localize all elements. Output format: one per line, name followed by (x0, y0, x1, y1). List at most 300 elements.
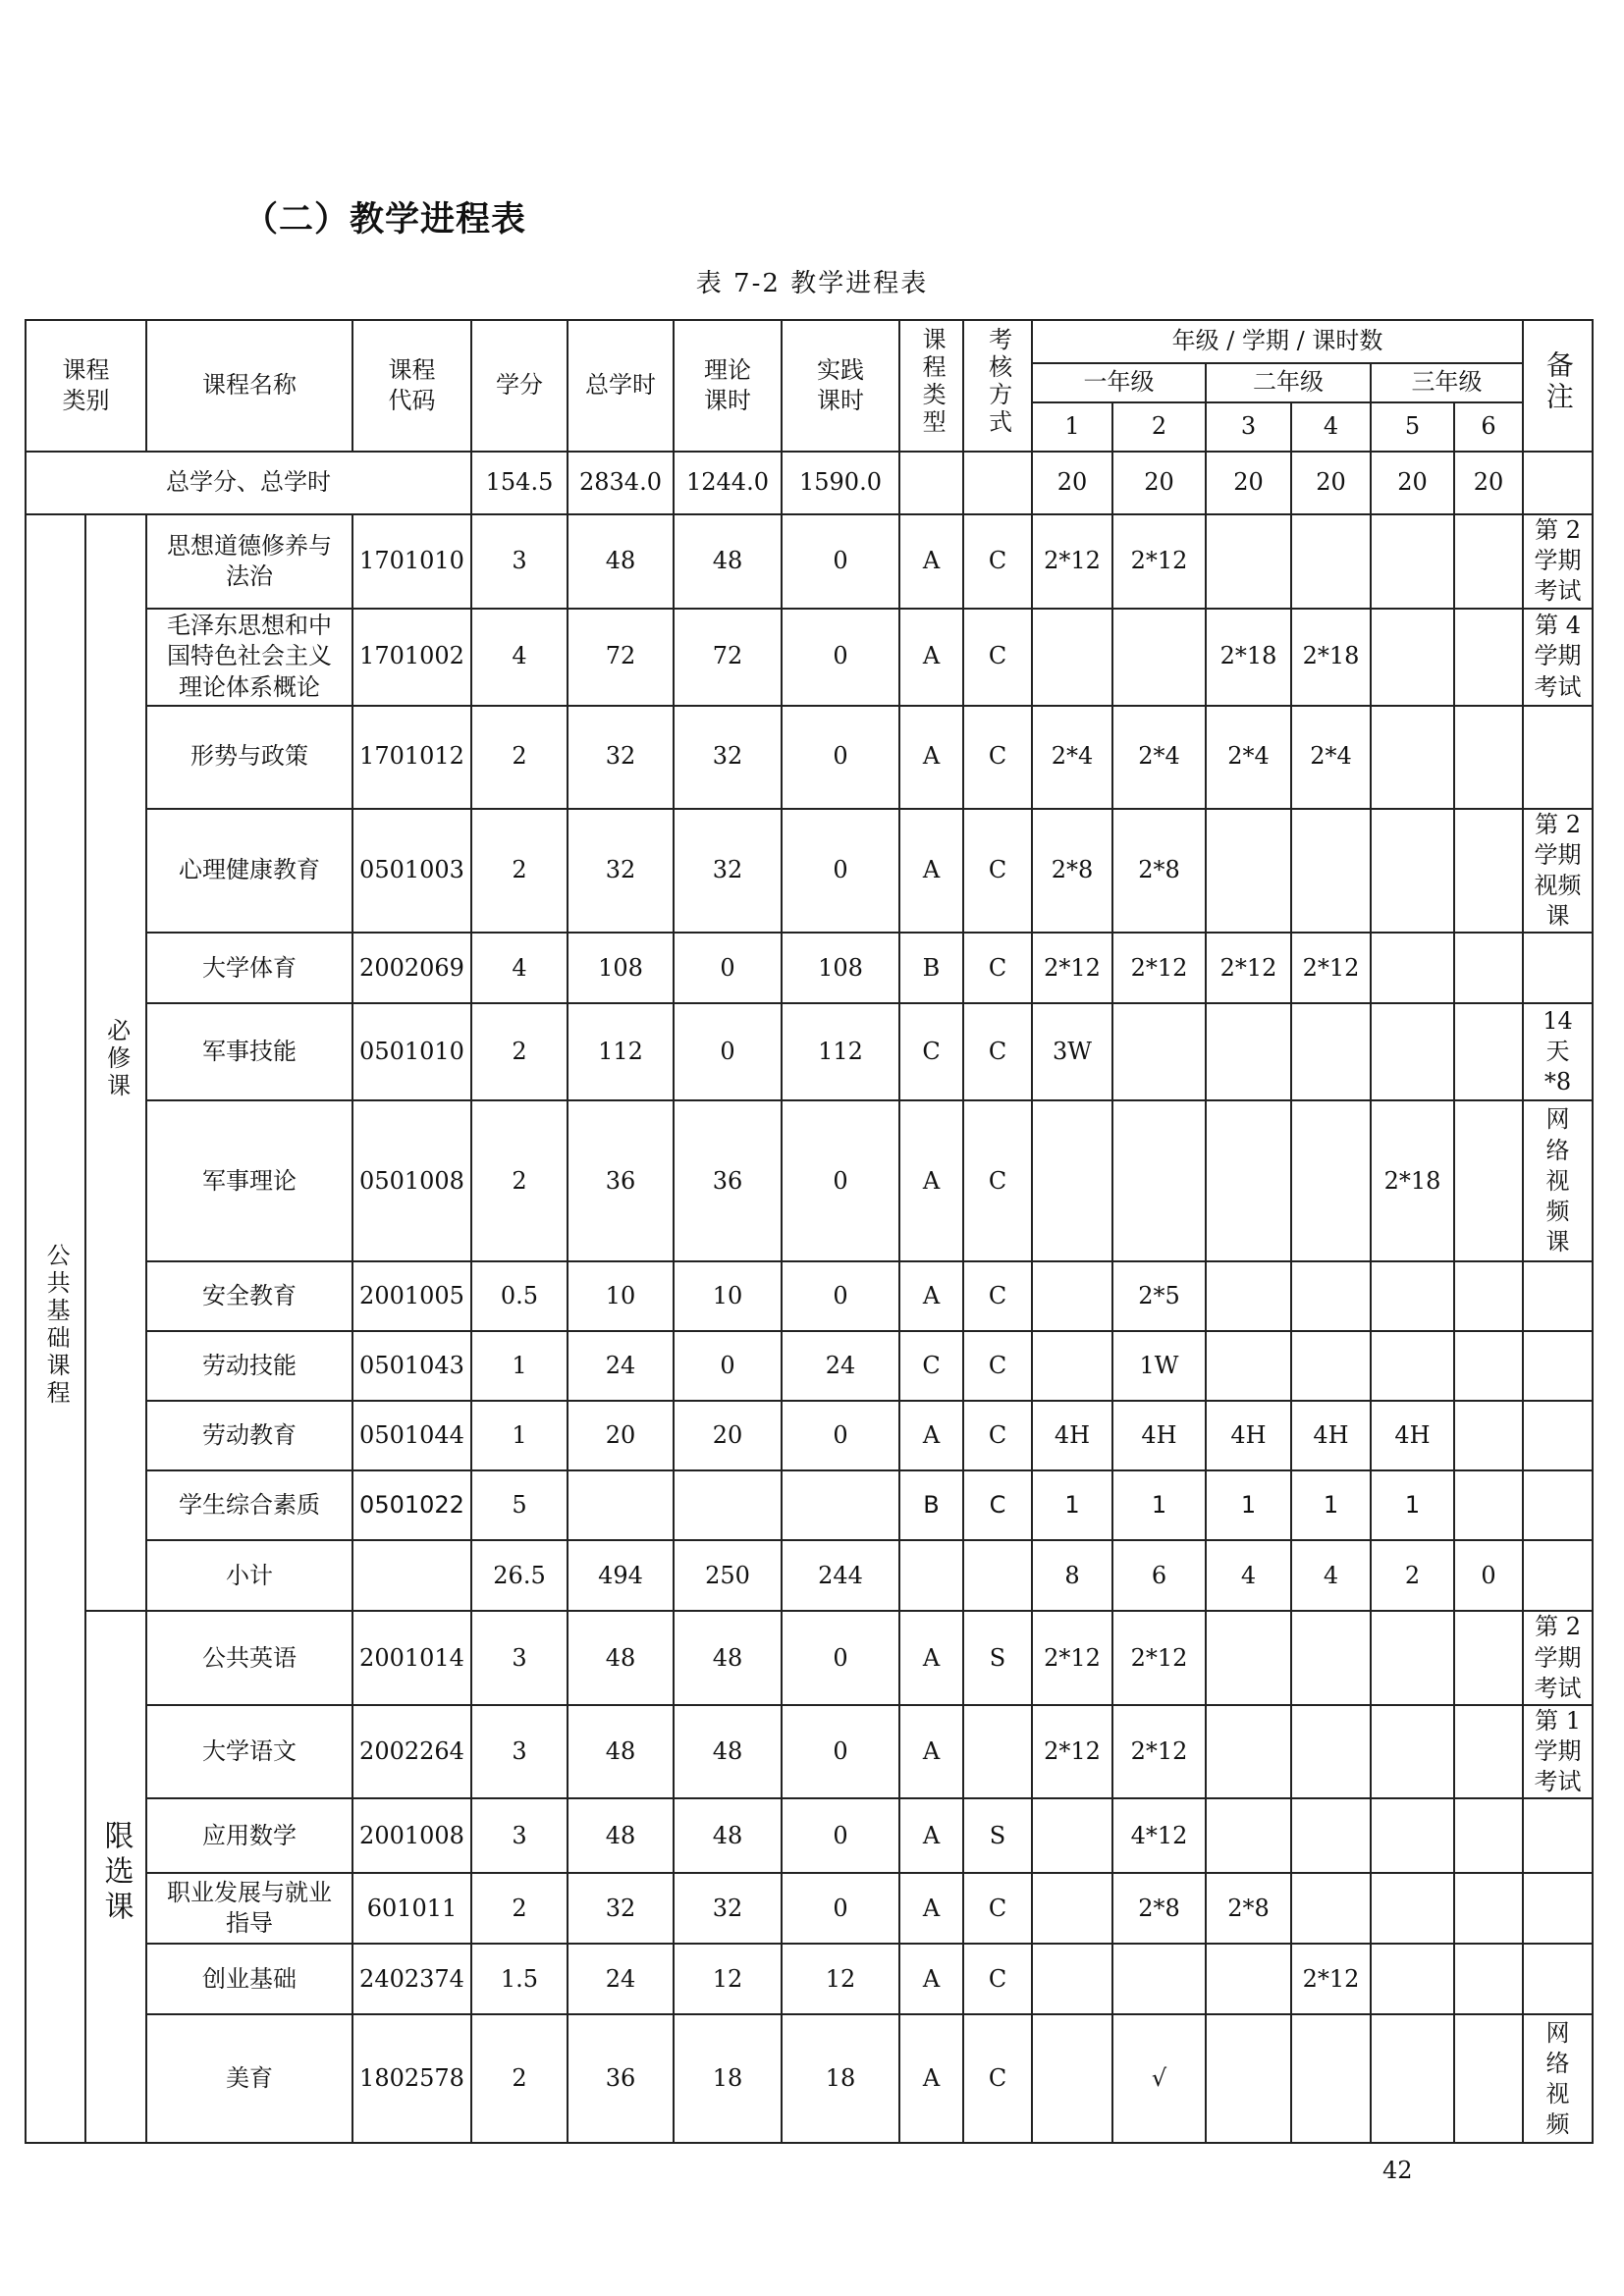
header-semester: 2 (1112, 402, 1206, 452)
course-name: 应用数学 (146, 1798, 352, 1873)
totals-label: 总学分、总学时 (26, 452, 471, 514)
cell-practice: 0 (782, 1611, 899, 1705)
cell-type: A (899, 1705, 963, 1799)
totals-credits: 154.5 (471, 452, 568, 514)
cell-theory: 0 (674, 933, 782, 1003)
cell-exam: S (963, 1798, 1032, 1873)
header-year-2: 二年级 (1206, 363, 1371, 402)
cell-practice: 0 (782, 609, 899, 706)
course-remark: 14 天 *8 (1523, 1003, 1593, 1100)
cell-practice: 0 (782, 514, 899, 609)
cell-s1: 2*4 (1032, 706, 1112, 809)
cell-s4: 2*4 (1291, 706, 1371, 809)
cell-type: A (899, 809, 963, 934)
group-public-basic (26, 514, 85, 2143)
table-caption: 表 7-2 教学进程表 (695, 269, 929, 298)
cell-type: A (899, 2014, 963, 2143)
cell-s4 (1291, 1798, 1371, 1873)
course-remark: 网 络 视 频 课 (1523, 1100, 1593, 1261)
course-remark (1523, 1798, 1593, 1873)
header-credits: 学分 (471, 320, 568, 452)
group-public-basic-text: 公共基础课程 (42, 1242, 71, 1408)
header-semester: 3 (1206, 402, 1291, 452)
totals-row (26, 452, 1593, 514)
cell-s1 (1032, 1944, 1112, 2014)
course-remark: 第 2 学期 视频 课 (1523, 809, 1593, 934)
cell-total: 48 (568, 1798, 674, 1873)
cell-exam: C (963, 514, 1032, 609)
cell-s6 (1454, 706, 1523, 809)
table-row (26, 1798, 1593, 1873)
cell-total: 48 (568, 1611, 674, 1705)
header-name: 课程名称 (146, 320, 352, 452)
cell-s1: 2*8 (1032, 809, 1112, 934)
cell-type: A (899, 1611, 963, 1705)
cell-s5 (1371, 1331, 1454, 1401)
course-name: 思想道德修养与 法治 (146, 514, 352, 609)
cell-s1: 4H (1032, 1401, 1112, 1470)
cell-theory: 12 (674, 1944, 782, 2014)
cell-total: 32 (568, 706, 674, 809)
cell-total: 10 (568, 1261, 674, 1331)
cell-practice: 0 (782, 809, 899, 934)
cell-s5 (1371, 1798, 1454, 1873)
page-number: 42 (1382, 2157, 1413, 2184)
totals-semester: 20 (1032, 452, 1112, 514)
cell-s3: 4 (1206, 1540, 1291, 1611)
cell-s5 (1371, 1705, 1454, 1799)
cell-practice: 0 (782, 706, 899, 809)
totals-total-hours: 2834.0 (568, 452, 674, 514)
header-course-type-text: 课程类型 (918, 326, 947, 437)
cell-s6 (1454, 933, 1523, 1003)
cell-total: 24 (568, 1331, 674, 1401)
teaching-plan-table (25, 319, 1594, 2144)
header-code: 课程 代码 (352, 320, 471, 452)
cell-theory: 72 (674, 609, 782, 706)
course-remark (1523, 1540, 1593, 1611)
table-row (26, 933, 1593, 1003)
cell-theory: 32 (674, 706, 782, 809)
cell-s2: 2*12 (1112, 1611, 1206, 1705)
cell-credits: 1 (471, 1401, 568, 1470)
table-row (26, 809, 1593, 934)
cell-type (899, 1540, 963, 1611)
course-name: 安全教育 (146, 1261, 352, 1331)
cell-total (568, 1470, 674, 1540)
cell-type: A (899, 1944, 963, 2014)
table-row (26, 1944, 1593, 2014)
totals-practice: 1590.0 (782, 452, 899, 514)
cell-credits: 2 (471, 1100, 568, 1261)
cell-theory: 36 (674, 1100, 782, 1261)
course-remark (1523, 1261, 1593, 1331)
group-required-text: 必修课 (102, 1017, 131, 1100)
cell-credits: 3 (471, 514, 568, 609)
cell-theory: 32 (674, 1873, 782, 1944)
cell-type: C (899, 1331, 963, 1401)
cell-s6 (1454, 1401, 1523, 1470)
cell-s4 (1291, 1705, 1371, 1799)
cell-s6 (1454, 1331, 1523, 1401)
table-row (26, 1611, 1593, 1705)
cell-s2: 2*4 (1112, 706, 1206, 809)
cell-code: 0501008 (352, 1100, 471, 1261)
cell-practice: 0 (782, 1401, 899, 1470)
cell-s2 (1112, 1100, 1206, 1261)
totals-semester: 20 (1206, 452, 1291, 514)
header-semester: 4 (1291, 402, 1371, 452)
cell-s3 (1206, 1100, 1291, 1261)
header-exam-method (963, 320, 1032, 452)
cell-practice: 0 (782, 1705, 899, 1799)
course-name: 美育 (146, 2014, 352, 2143)
cell-s3 (1206, 1798, 1291, 1873)
cell-s4 (1291, 514, 1371, 609)
course-name: 心理健康教育 (146, 809, 352, 934)
cell-exam (963, 1540, 1032, 1611)
cell-s3 (1206, 809, 1291, 934)
cell-exam: C (963, 1331, 1032, 1401)
cell-credits: 0.5 (471, 1261, 568, 1331)
cell-theory: 0 (674, 1331, 782, 1401)
table-row (26, 514, 1593, 609)
cell-theory: 48 (674, 1798, 782, 1873)
cell-s2: √ (1112, 2014, 1206, 2143)
cell-s5: 1 (1371, 1470, 1454, 1540)
header-total-hours: 总学时 (568, 320, 674, 452)
cell-s4: 1 (1291, 1470, 1371, 1540)
cell-theory: 48 (674, 1705, 782, 1799)
table-row (26, 1873, 1593, 1944)
cell-s3: 1 (1206, 1470, 1291, 1540)
cell-code (352, 1540, 471, 1611)
header-semester: 5 (1371, 402, 1454, 452)
header-exam-method-text: 考核方式 (984, 326, 1012, 437)
cell-credits: 3 (471, 1705, 568, 1799)
header-grade-block: 年级 / 学期 / 课时数 (1032, 320, 1523, 363)
cell-practice: 12 (782, 1944, 899, 2014)
cell-theory: 20 (674, 1401, 782, 1470)
cell-s1: 8 (1032, 1540, 1112, 1611)
cell-exam: C (963, 1100, 1032, 1261)
cell-type: A (899, 514, 963, 609)
section-title: （二）教学进程表 (244, 200, 527, 240)
cell-s4: 2*12 (1291, 1944, 1371, 2014)
cell-credits: 4 (471, 933, 568, 1003)
cell-practice (782, 1470, 899, 1540)
group-limited (85, 1611, 146, 2143)
cell-s3 (1206, 2014, 1291, 2143)
cell-s5 (1371, 1261, 1454, 1331)
cell-s2: 2*8 (1112, 809, 1206, 934)
header-semester: 1 (1032, 402, 1112, 452)
course-name: 公共英语 (146, 1611, 352, 1705)
course-remark (1523, 706, 1593, 809)
totals-type (899, 452, 963, 514)
totals-semester: 20 (1112, 452, 1206, 514)
cell-credits: 5 (471, 1470, 568, 1540)
cell-credits: 2 (471, 706, 568, 809)
cell-s2: 2*12 (1112, 1705, 1206, 1799)
course-remark (1523, 1401, 1593, 1470)
header-semester: 6 (1454, 402, 1523, 452)
cell-type: A (899, 1401, 963, 1470)
cell-theory: 0 (674, 1003, 782, 1100)
cell-s4 (1291, 1261, 1371, 1331)
cell-s5 (1371, 1003, 1454, 1100)
course-remark: 网 络 视 频 (1523, 2014, 1593, 2143)
cell-s2: 2*12 (1112, 933, 1206, 1003)
cell-theory: 10 (674, 1261, 782, 1331)
cell-exam: C (963, 609, 1032, 706)
cell-s1 (1032, 1100, 1112, 1261)
group-required (85, 514, 146, 1611)
cell-s1: 2*12 (1032, 514, 1112, 609)
cell-exam: C (963, 706, 1032, 809)
cell-s5 (1371, 706, 1454, 809)
cell-s4 (1291, 1003, 1371, 1100)
cell-type: A (899, 1261, 963, 1331)
group-limited-text: 限选课 (98, 1820, 134, 1927)
cell-s5 (1371, 1944, 1454, 2014)
cell-s1 (1032, 609, 1112, 706)
cell-s4: 4H (1291, 1401, 1371, 1470)
totals-semester: 20 (1291, 452, 1371, 514)
cell-theory: 18 (674, 2014, 782, 2143)
course-name: 大学语文 (146, 1705, 352, 1799)
table-row (26, 1540, 1593, 1611)
cell-s6 (1454, 809, 1523, 934)
cell-s6 (1454, 1611, 1523, 1705)
cell-s4 (1291, 1611, 1371, 1705)
header-year-1: 一年级 (1032, 363, 1206, 402)
cell-s3 (1206, 1003, 1291, 1100)
cell-total: 32 (568, 809, 674, 934)
cell-s3 (1206, 514, 1291, 609)
cell-s4: 2*18 (1291, 609, 1371, 706)
cell-s6 (1454, 1798, 1523, 1873)
cell-s2: 2*8 (1112, 1873, 1206, 1944)
cell-practice: 112 (782, 1003, 899, 1100)
header-theory: 理论 课时 (674, 320, 782, 452)
cell-s1 (1032, 1331, 1112, 1401)
cell-credits: 2 (471, 809, 568, 934)
cell-s1: 2*12 (1032, 1611, 1112, 1705)
cell-theory: 48 (674, 1611, 782, 1705)
cell-s3 (1206, 1331, 1291, 1401)
cell-code: 601011 (352, 1873, 471, 1944)
cell-s6: 0 (1454, 1540, 1523, 1611)
cell-exam: S (963, 1611, 1032, 1705)
cell-total: 48 (568, 514, 674, 609)
course-remark: 第 2 学期 考试 (1523, 1611, 1593, 1705)
course-name: 毛泽东思想和中 国特色社会主义 理论体系概论 (146, 609, 352, 706)
cell-practice: 0 (782, 1261, 899, 1331)
cell-practice: 18 (782, 2014, 899, 2143)
totals-semester: 20 (1371, 452, 1454, 514)
cell-code: 0501010 (352, 1003, 471, 1100)
cell-s5: 2*18 (1371, 1100, 1454, 1261)
cell-theory: 32 (674, 809, 782, 934)
cell-credits: 2 (471, 1873, 568, 1944)
totals-note (1523, 452, 1593, 514)
course-remark: 第 4 学期 考试 (1523, 609, 1593, 706)
cell-total: 494 (568, 1540, 674, 1611)
cell-credits: 1.5 (471, 1944, 568, 2014)
cell-s1: 2*12 (1032, 1705, 1112, 1799)
cell-exam: C (963, 1470, 1032, 1540)
cell-s5 (1371, 809, 1454, 934)
cell-s1: 2*12 (1032, 933, 1112, 1003)
cell-code: 2001005 (352, 1261, 471, 1331)
cell-s3 (1206, 1261, 1291, 1331)
cell-theory: 250 (674, 1540, 782, 1611)
cell-s3: 4H (1206, 1401, 1291, 1470)
cell-code: 1701012 (352, 706, 471, 809)
cell-s4 (1291, 1873, 1371, 1944)
cell-s2 (1112, 1944, 1206, 2014)
cell-total: 48 (568, 1705, 674, 1799)
cell-s1 (1032, 1261, 1112, 1331)
cell-credits: 2 (471, 1003, 568, 1100)
header-practice: 实践 课时 (782, 320, 899, 452)
cell-credits: 4 (471, 609, 568, 706)
table-row (26, 1261, 1593, 1331)
header-remark-text: 备注 (1542, 349, 1575, 413)
course-name: 小计 (146, 1540, 352, 1611)
cell-s2: 4H (1112, 1401, 1206, 1470)
cell-s2: 2*5 (1112, 1261, 1206, 1331)
cell-exam: C (963, 1401, 1032, 1470)
cell-s5 (1371, 514, 1454, 609)
course-name: 大学体育 (146, 933, 352, 1003)
cell-code: 1701002 (352, 609, 471, 706)
course-name: 军事理论 (146, 1100, 352, 1261)
cell-type: B (899, 1470, 963, 1540)
cell-s1 (1032, 1873, 1112, 1944)
cell-exam: C (963, 2014, 1032, 2143)
totals-semester: 20 (1454, 452, 1523, 514)
cell-s3: 2*18 (1206, 609, 1291, 706)
cell-credits: 3 (471, 1798, 568, 1873)
course-remark (1523, 1331, 1593, 1401)
cell-theory (674, 1470, 782, 1540)
cell-s6 (1454, 1100, 1523, 1261)
cell-code: 2402374 (352, 1944, 471, 2014)
table-row (26, 1100, 1593, 1261)
cell-code: 0501044 (352, 1401, 471, 1470)
cell-practice: 0 (782, 1873, 899, 1944)
course-remark (1523, 1470, 1593, 1540)
cell-code: 1701010 (352, 514, 471, 609)
table-row (26, 1470, 1593, 1540)
cell-exam: C (963, 1944, 1032, 2014)
cell-total: 24 (568, 1944, 674, 2014)
cell-s6 (1454, 2014, 1523, 2143)
cell-s3: 2*4 (1206, 706, 1291, 809)
cell-s1 (1032, 2014, 1112, 2143)
table-row (26, 1705, 1593, 1799)
course-name: 军事技能 (146, 1003, 352, 1100)
cell-total: 108 (568, 933, 674, 1003)
course-remark: 第 2 学期 考试 (1523, 514, 1593, 609)
cell-type: A (899, 609, 963, 706)
course-name: 劳动教育 (146, 1401, 352, 1470)
cell-s4 (1291, 2014, 1371, 2143)
cell-credits: 3 (471, 1611, 568, 1705)
cell-s6 (1454, 1261, 1523, 1331)
cell-s6 (1454, 609, 1523, 706)
header-remark (1523, 320, 1593, 452)
cell-s2: 2*12 (1112, 514, 1206, 609)
cell-s2 (1112, 609, 1206, 706)
cell-exam: C (963, 933, 1032, 1003)
cell-s6 (1454, 1944, 1523, 2014)
cell-s5: 4H (1371, 1401, 1454, 1470)
cell-s4 (1291, 1100, 1371, 1261)
table-row (26, 609, 1593, 706)
cell-s1 (1032, 1798, 1112, 1873)
cell-s3 (1206, 1611, 1291, 1705)
cell-s6 (1454, 1705, 1523, 1799)
header-course-type (899, 320, 963, 452)
course-remark (1523, 1944, 1593, 2014)
cell-total: 36 (568, 2014, 674, 2143)
cell-exam: C (963, 1873, 1032, 1944)
cell-code: 1802578 (352, 2014, 471, 2143)
cell-exam: C (963, 1003, 1032, 1100)
cell-s6 (1454, 1003, 1523, 1100)
cell-credits: 1 (471, 1331, 568, 1401)
cell-total: 20 (568, 1401, 674, 1470)
cell-total: 36 (568, 1100, 674, 1261)
cell-credits: 26.5 (471, 1540, 568, 1611)
cell-s1: 1 (1032, 1470, 1112, 1540)
cell-s3 (1206, 1705, 1291, 1799)
totals-exam (963, 452, 1032, 514)
cell-s4 (1291, 1331, 1371, 1401)
cell-code: 2001014 (352, 1611, 471, 1705)
cell-s2: 1 (1112, 1470, 1206, 1540)
cell-type: B (899, 933, 963, 1003)
cell-s5: 2 (1371, 1540, 1454, 1611)
table-row (26, 2014, 1593, 2143)
course-name: 形势与政策 (146, 706, 352, 809)
course-name: 创业基础 (146, 1944, 352, 2014)
cell-practice: 244 (782, 1540, 899, 1611)
course-remark (1523, 1873, 1593, 1944)
header-category: 课程 类别 (26, 320, 146, 452)
cell-code: 0501043 (352, 1331, 471, 1401)
cell-s5 (1371, 933, 1454, 1003)
cell-exam: C (963, 1261, 1032, 1331)
table-row (26, 706, 1593, 809)
cell-type: C (899, 1003, 963, 1100)
cell-s5 (1371, 1611, 1454, 1705)
cell-s2: 6 (1112, 1540, 1206, 1611)
cell-s2: 4*12 (1112, 1798, 1206, 1873)
cell-s4 (1291, 809, 1371, 934)
cell-code: 2001008 (352, 1798, 471, 1873)
cell-type: A (899, 706, 963, 809)
cell-practice: 0 (782, 1100, 899, 1261)
cell-s6 (1454, 514, 1523, 609)
cell-s6 (1454, 1873, 1523, 1944)
cell-s3: 2*8 (1206, 1873, 1291, 1944)
cell-code: 2002264 (352, 1705, 471, 1799)
cell-s5 (1371, 2014, 1454, 2143)
